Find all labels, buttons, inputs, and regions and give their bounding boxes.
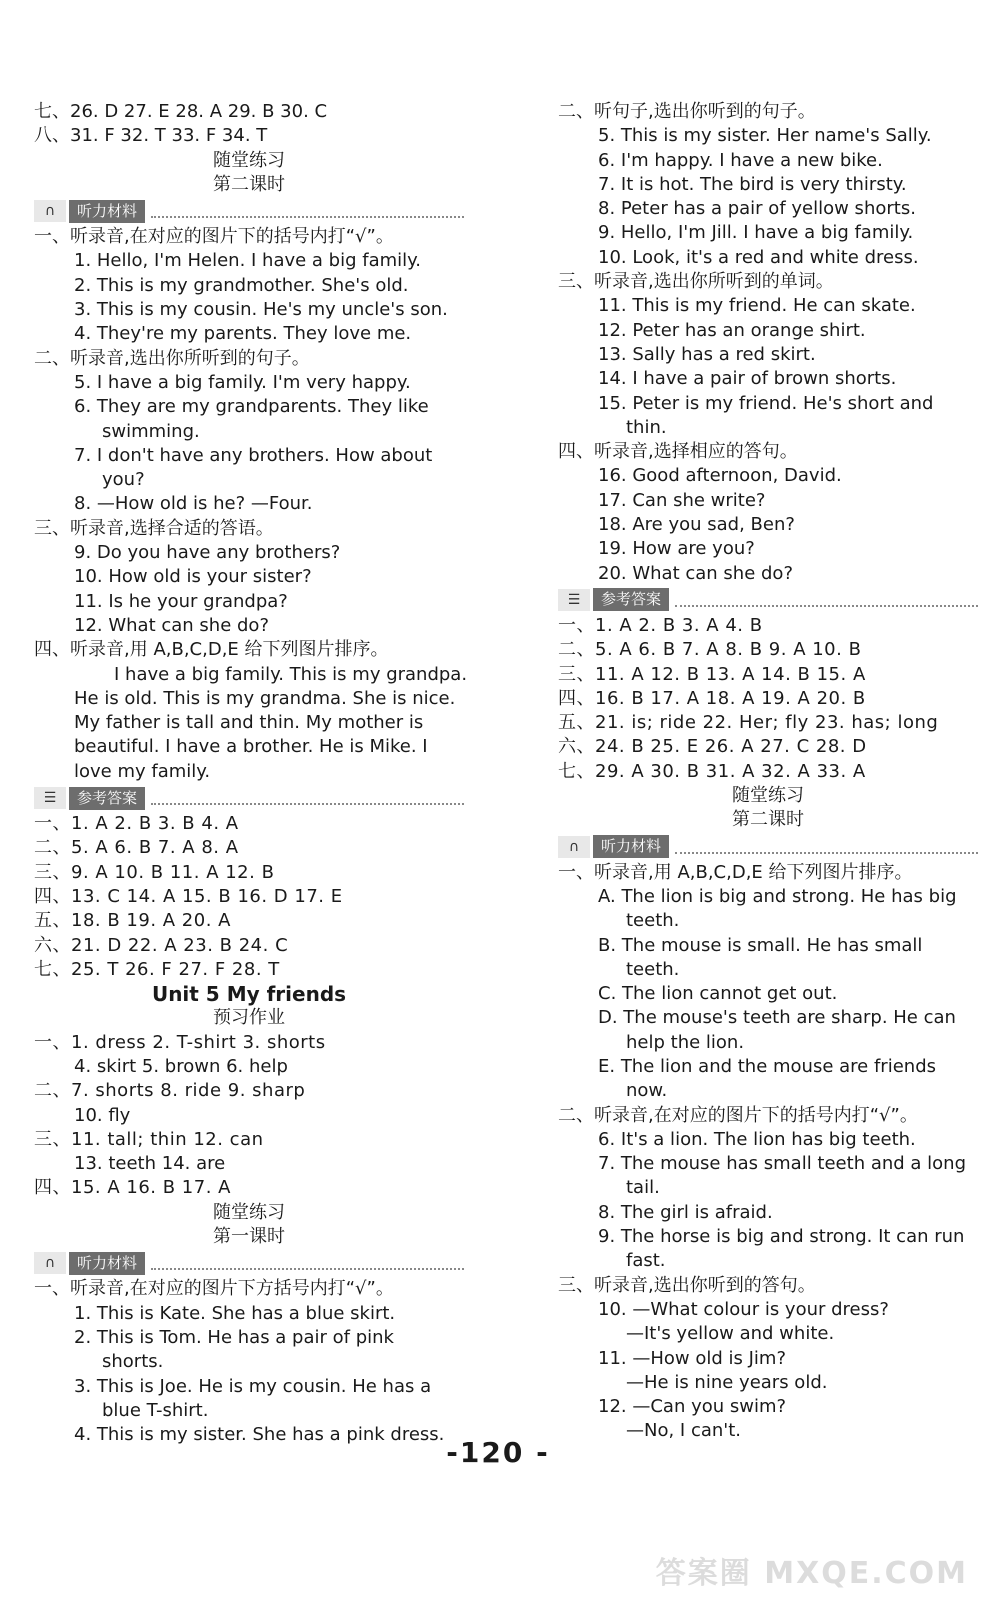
banner-label: 听力材料: [69, 200, 145, 223]
section-heading: 一、听录音,在对应的图片下方括号内打“√”。: [34, 1278, 394, 1300]
right-column: [558, 100, 978, 1444]
list-item-continuation: —No, I can't.: [626, 1420, 742, 1442]
answer-line: 四、15. A 16. B 17. A: [34, 1177, 231, 1199]
section-banner: [558, 587, 978, 613]
list-item: 11. This is my friend. He can skate.: [598, 295, 916, 317]
section-heading: 四、听录音,选择相应的答句。: [558, 441, 798, 463]
list-item: 10. fly: [74, 1104, 131, 1126]
paragraph-line: love my family.: [74, 760, 211, 782]
list-item: 8. The girl is afraid.: [598, 1201, 773, 1223]
section-title: 第一课时: [213, 1226, 285, 1248]
list-item: 9. Do you have any brothers?: [74, 542, 341, 564]
list-item: C. The lion cannot get out.: [598, 983, 838, 1005]
list-item: 9. Hello, I'm Jill. I have a big family.: [598, 222, 914, 244]
section-heading: 一、听录音,用 A,B,C,D,E 给下列图片排序。: [558, 861, 913, 883]
section-banner: [34, 1250, 464, 1276]
banner-label: 听力材料: [593, 835, 669, 858]
answer-line: 七、29. A 30. B 31. A 32. A 33. A: [558, 760, 866, 782]
left-column: [34, 100, 468, 1447]
list-item: 5. This is my sister. Her name's Sally.: [598, 125, 932, 147]
banner-label: 参考答案: [593, 588, 669, 611]
watermark: 答案圈 MXQE.COM: [655, 1556, 968, 1591]
list-item-continuation: —He is nine years old.: [626, 1371, 828, 1393]
list-item: 6. I'm happy. I have a new bike.: [598, 149, 883, 171]
dotted-divider: [151, 791, 464, 805]
list-item-continuation: blue T-shirt.: [102, 1399, 209, 1421]
list-item: 15. Peter is my friend. He's short and: [598, 392, 934, 414]
list-item: E. The lion and the mouse are friends: [598, 1055, 936, 1077]
section-title: 随堂练习: [732, 785, 804, 807]
dotted-divider: [675, 840, 978, 854]
list-item-continuation: teeth.: [626, 910, 680, 932]
answer-line: 二、7. shorts 8. ride 9. sharp: [34, 1080, 306, 1102]
list-item: 13. Sally has a red skirt.: [598, 343, 816, 365]
list-item: 18. Are you sad, Ben?: [598, 514, 795, 536]
section-heading: 四、听录音,用 A,B,C,D,E 给下列图片排序。: [34, 639, 389, 661]
answer-icon: ☰: [34, 787, 66, 809]
section-heading: 二、听句子,选出你听到的句子。: [558, 101, 816, 122]
unit-title: Unit 5 My friends: [151, 982, 347, 1007]
section-title: 预习作业: [213, 1007, 285, 1029]
section-heading: 三、听录音,选择合适的答语。: [34, 517, 274, 539]
list-item: 19. How are you?: [598, 538, 755, 560]
dotted-divider: [151, 1256, 464, 1270]
answer-line: 五、21. is; ride 22. Her; fly 23. has; long: [558, 712, 939, 734]
section-title: 随堂练习: [213, 149, 285, 171]
list-item: 10. How old is your sister?: [74, 566, 312, 588]
list-item-continuation: tail.: [626, 1177, 660, 1199]
list-item-continuation: —It's yellow and white.: [626, 1323, 835, 1345]
list-item-continuation: teeth.: [626, 958, 680, 980]
headphones-icon: ∩: [34, 1252, 66, 1274]
list-item: 20. What can she do?: [598, 562, 793, 584]
section-heading: 二、听录音,在对应的图片下的括号内打“√”。: [558, 1104, 918, 1126]
list-item: 6. It's a lion. The lion has big teeth.: [598, 1128, 916, 1150]
page-number: -120 -: [446, 1436, 550, 1469]
answer-line: 二、5. A 6. B 7. A 8. A: [34, 837, 239, 859]
banner-label: 参考答案: [69, 787, 145, 810]
section-banner: [558, 834, 978, 860]
paragraph-line: My father is tall and thin. My mother is: [74, 712, 424, 734]
list-item: 8. Peter has a pair of yellow shorts.: [598, 198, 916, 220]
headphones-icon: ∩: [558, 836, 590, 858]
answer-line: 四、16. B 17. A 18. A 19. A 20. B: [558, 687, 866, 709]
list-item: 12. —Can you swim?: [598, 1396, 787, 1418]
list-item-continuation: you?: [102, 469, 145, 491]
list-item: D. The mouse's teeth are sharp. He can: [598, 1007, 956, 1029]
answer-line: 三、11. tall; thin 12. can: [34, 1128, 264, 1150]
list-item: 1. Hello, I'm Helen. I have a big family.: [74, 250, 421, 272]
list-item-continuation: thin.: [626, 416, 667, 438]
answer-line: 一、1. A 2. B 3. B 4. A: [34, 813, 239, 835]
section-heading: 八、31. F 32. T 33. F 34. T: [34, 125, 268, 147]
answer-icon: ☰: [558, 589, 590, 611]
list-item: 7. It is hot. The bird is very thirsty.: [598, 173, 907, 195]
section-heading: 一、听录音,在对应的图片下的括号内打“√”。: [34, 226, 394, 248]
paragraph-line: beautiful. I have a brother. He is Mike. I: [74, 736, 428, 758]
section-heading: 三、听录音,选出你听到的答句。: [558, 1274, 816, 1296]
answer-line: 一、1. A 2. B 3. A 4. B: [558, 614, 763, 636]
list-item: 2. This is my grandmother. She's old.: [74, 274, 409, 296]
list-item: 11. —How old is Jim?: [598, 1347, 786, 1369]
list-item: A. The lion is big and strong. He has big: [598, 885, 957, 907]
list-item: 12. Peter has an orange shirt.: [598, 319, 866, 341]
list-item: 4. They're my parents. They love me.: [74, 323, 412, 345]
paragraph-line: I have a big family. This is my grandpa.: [114, 663, 468, 685]
list-item: 6. They are my grandparents. They like: [74, 396, 429, 418]
answer-line: 七、25. T 26. F 27. F 28. T: [34, 958, 280, 980]
list-item-continuation: fast.: [626, 1250, 666, 1272]
answer-line: 三、9. A 10. B 11. A 12. B: [34, 861, 275, 883]
list-item: 10. Look, it's a red and white dress.: [598, 246, 919, 268]
list-item: 17. Can she write?: [598, 489, 766, 511]
answer-line: 六、24. B 25. E 26. A 27. C 28. D: [558, 736, 867, 758]
section-heading: 二、听录音,选出你所听到的句子。: [34, 347, 310, 369]
list-item: 9. The horse is big and strong. It can run: [598, 1226, 965, 1248]
section-banner: [34, 198, 464, 224]
paragraph-line: He is old. This is my grandma. She is nice.: [74, 687, 456, 709]
section-banner: [34, 785, 464, 811]
section-heading: 七、26. D 27. E 28. A 29. B 30. C: [34, 101, 328, 122]
section-heading: 三、听录音,选出你所听到的单词。: [558, 271, 834, 293]
banner-label: 听力材料: [69, 1252, 145, 1275]
dotted-divider: [151, 204, 464, 218]
list-item: 13. teeth 14. are: [74, 1153, 226, 1175]
answer-line: 四、13. C 14. A 15. B 16. D 17. E: [34, 885, 343, 907]
headphones-icon: ∩: [34, 200, 66, 222]
list-item: 16. Good afternoon, David.: [598, 465, 842, 487]
list-item: 10. —What colour is your dress?: [598, 1298, 889, 1320]
answer-line: 五、18. B 19. A 20. A: [34, 910, 231, 932]
section-title: 第二课时: [213, 173, 285, 195]
answer-line: 六、21. D 22. A 23. B 24. C: [34, 934, 289, 956]
dotted-divider: [675, 593, 978, 607]
list-item: 3. This is my cousin. He's my uncle's son.: [74, 299, 448, 321]
section-title: 第二课时: [732, 809, 804, 831]
list-item-continuation: help the lion.: [626, 1031, 745, 1053]
section-title: 随堂练习: [213, 1201, 285, 1223]
list-item: 3. This is Joe. He is my cousin. He has a: [74, 1375, 432, 1397]
answer-line: 三、11. A 12. B 13. A 14. B 15. A: [558, 663, 866, 685]
list-item: 7. I don't have any brothers. How about: [74, 444, 433, 466]
answer-line: 二、5. A 6. B 7. A 8. B 9. A 10. B: [558, 639, 862, 661]
list-item-continuation: swimming.: [102, 420, 200, 442]
answer-line: 一、1. dress 2. T-shirt 3. shorts: [34, 1031, 326, 1053]
list-item: 2. This is Tom. He has a pair of pink: [74, 1326, 394, 1348]
list-item: B. The mouse is small. He has small: [598, 934, 923, 956]
list-item: 8. —How old is he? —Four.: [74, 493, 313, 515]
list-item: 12. What can she do?: [74, 614, 269, 636]
list-item-continuation: shorts.: [102, 1351, 164, 1373]
list-item: 14. I have a pair of brown shorts.: [598, 368, 897, 390]
list-item: 4. This is my sister. She has a pink dress.: [74, 1424, 445, 1446]
list-item: 1. This is Kate. She has a blue skirt.: [74, 1302, 396, 1324]
list-item-continuation: now.: [626, 1080, 668, 1102]
list-item: 5. I have a big family. I'm very happy.: [74, 371, 411, 393]
list-item: 11. Is he your grandpa?: [74, 590, 288, 612]
list-item: 4. skirt 5. brown 6. help: [74, 1055, 288, 1077]
list-item: 7. The mouse has small teeth and a long: [598, 1153, 967, 1175]
